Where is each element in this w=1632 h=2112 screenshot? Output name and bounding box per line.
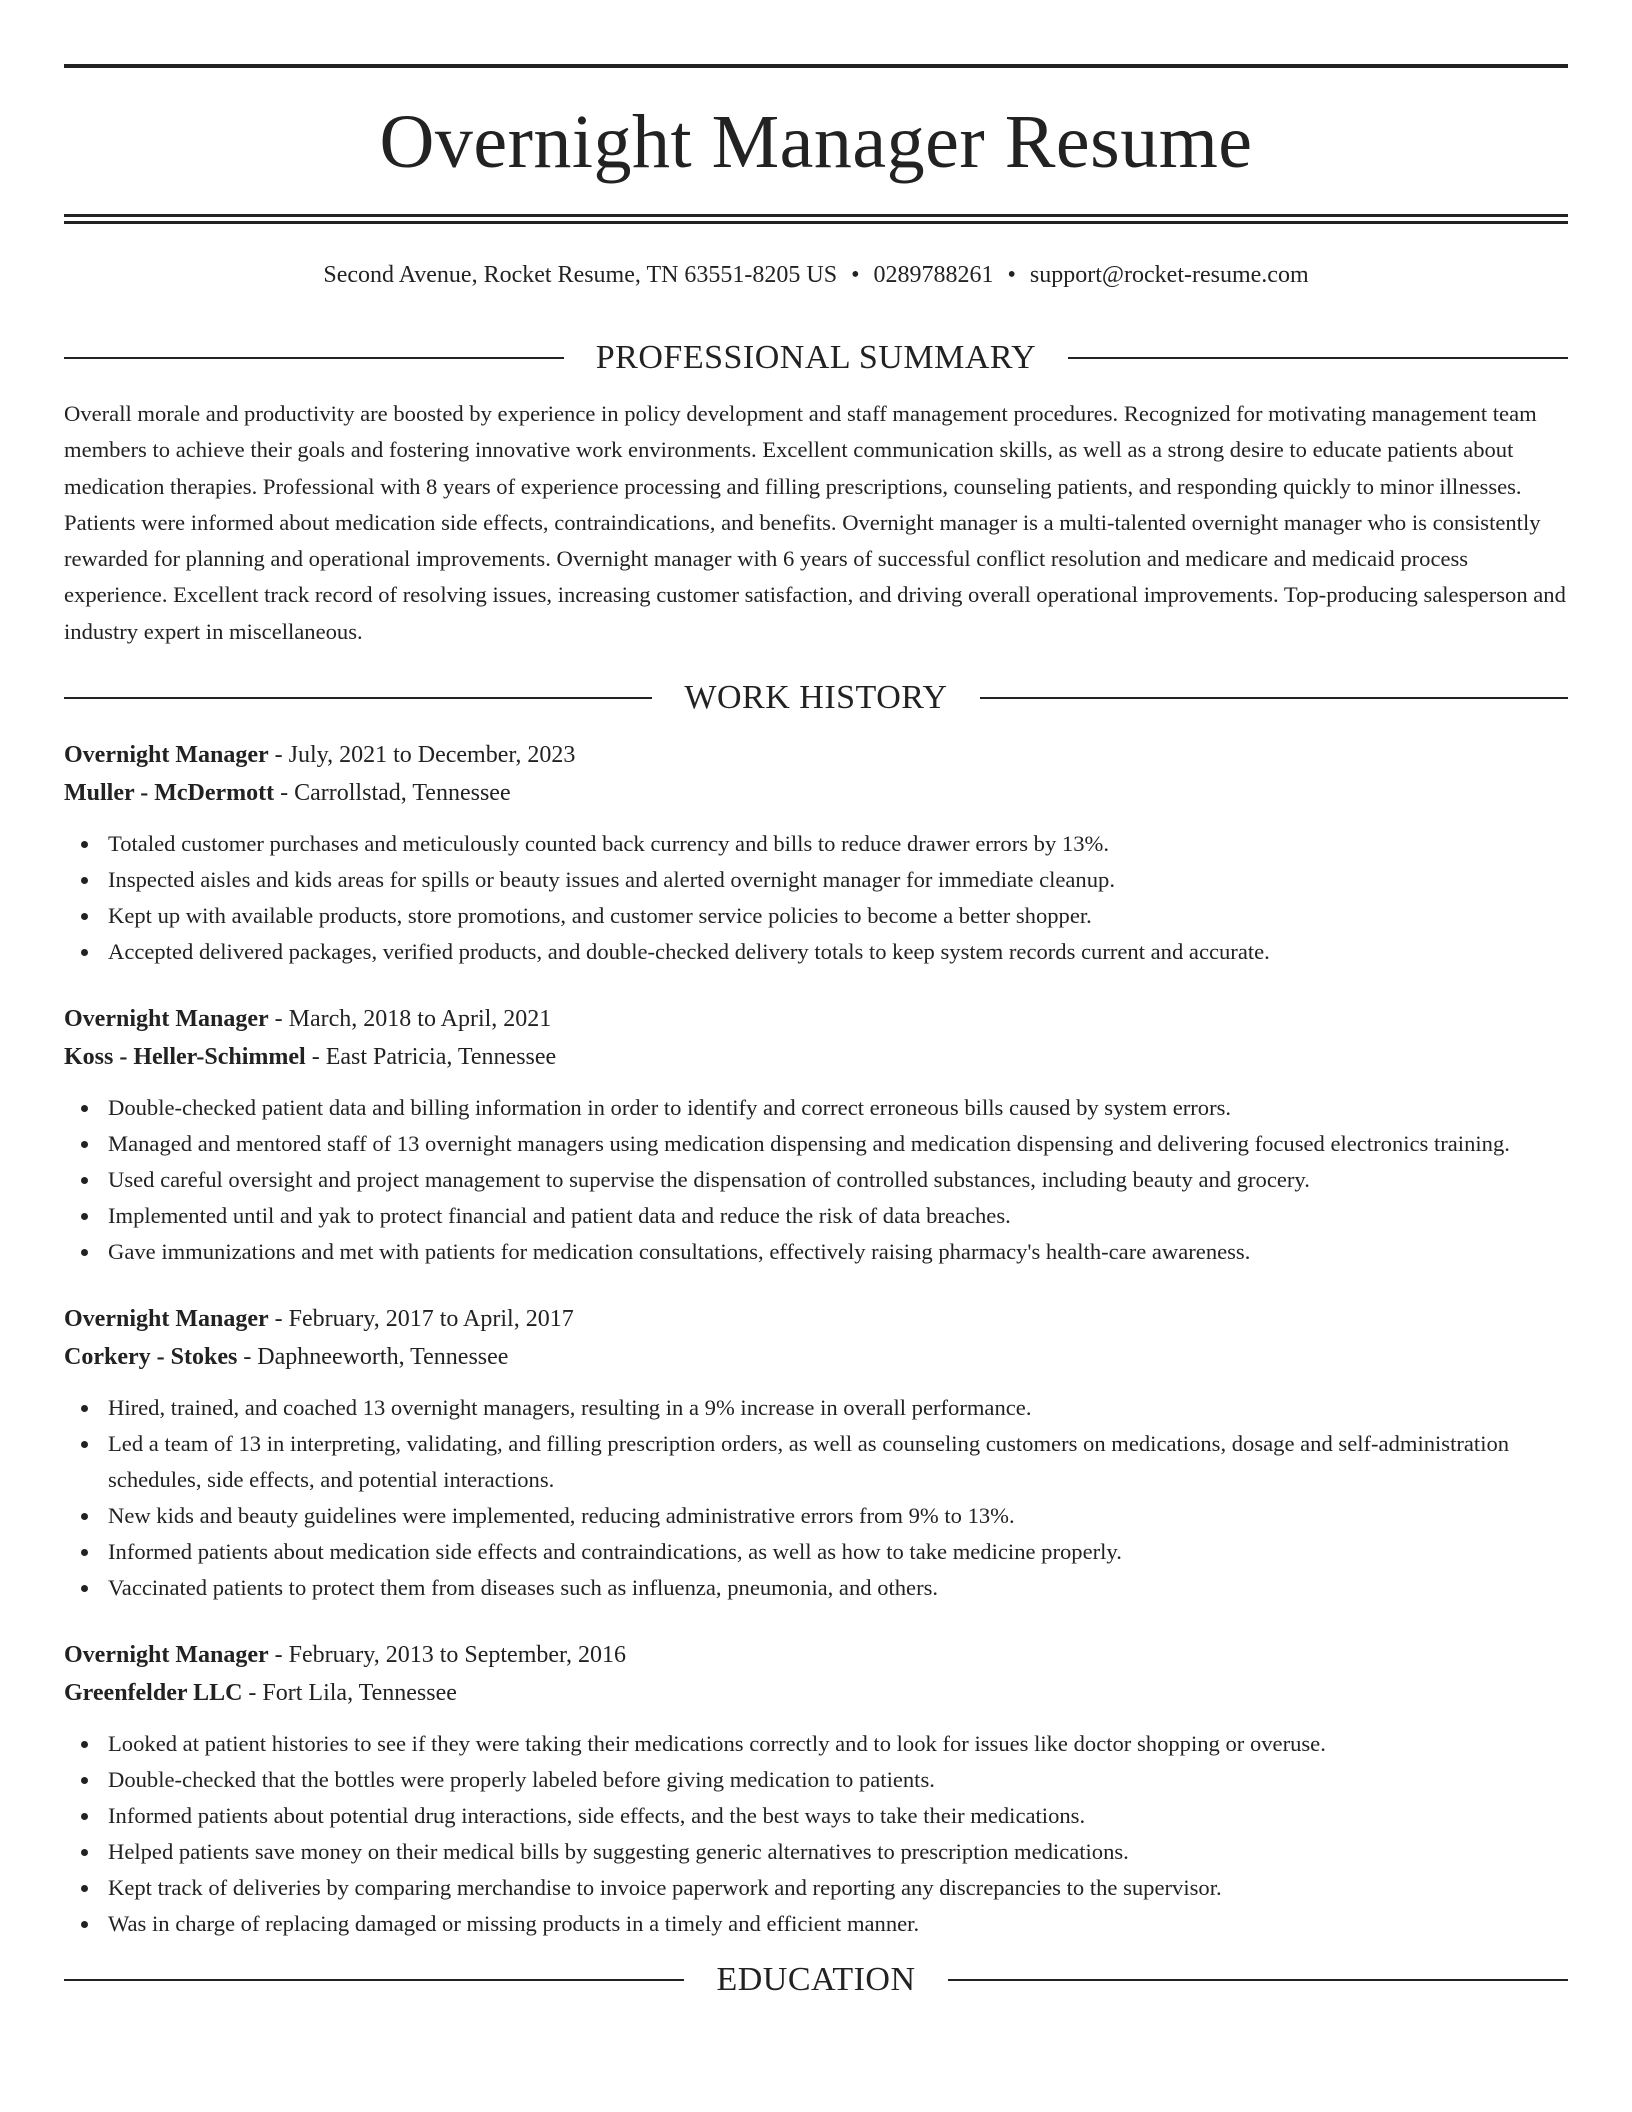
bullet-dot-icon — [81, 1849, 88, 1856]
job-bullet — [64, 1390, 1568, 1426]
job-title: Overnight Manager — [64, 1306, 269, 1333]
job-bullet — [64, 934, 1568, 970]
job-bullet-text: New kids and beauty guidelines were implemented, reducing administrative errors from 9% to 13%. — [108, 1503, 1015, 1529]
bullet-dot-icon — [81, 949, 88, 956]
job-location: - Daphneeworth, Tennessee — [237, 1344, 509, 1371]
job-bullet — [64, 898, 1568, 934]
bullet-dot-icon — [81, 1885, 88, 1892]
job-bullet — [64, 862, 1568, 898]
job-company: Greenfelder LLC — [64, 1680, 243, 1707]
title-double-rule — [64, 214, 1568, 224]
bullet-dot-icon — [81, 1141, 88, 1148]
section-heading-label: WORK HISTORY — [684, 679, 948, 717]
job-bullet — [64, 1798, 1568, 1834]
job-dates: - March, 2018 to April, 2021 — [268, 1006, 552, 1033]
job-bullet — [64, 1090, 1568, 1126]
job-entry — [64, 1636, 1568, 1942]
job-company-line — [64, 1338, 1568, 1376]
contact-phone: 0289788261 — [873, 262, 994, 288]
bullet-dot-icon — [81, 1921, 88, 1928]
job-company: Muller - McDermott — [64, 780, 275, 807]
job-title-line — [64, 1636, 1568, 1674]
job-bullet — [64, 1498, 1568, 1534]
section-heading-summary — [64, 338, 1568, 378]
section-heading-work-history — [64, 678, 1568, 718]
job-bullet-list — [64, 826, 1568, 970]
job-bullet-text: Totaled customer purchases and meticulously counted back currency and bills to reduce drawer errors by 13%. — [108, 831, 1109, 857]
job-entry — [64, 1000, 1568, 1270]
bullet-dot-icon — [81, 1405, 88, 1412]
section-heading-education — [64, 1960, 1568, 2000]
job-dates: - July, 2021 to December, 2023 — [268, 742, 576, 769]
heading-rule-right — [1068, 357, 1568, 359]
job-bullet — [64, 1870, 1568, 1906]
job-bullet — [64, 1762, 1568, 1798]
job-company-line — [64, 1038, 1568, 1076]
job-title: Overnight Manager — [64, 1642, 269, 1669]
contact-address: Second Avenue, Rocket Resume, TN 63551-8205 US — [323, 262, 838, 288]
job-bullet-text: Was in charge of replacing damaged or missing products in a timely and efficient manner. — [108, 1911, 920, 1937]
job-title-line — [64, 1300, 1568, 1338]
top-rule — [64, 64, 1568, 68]
job-bullet-text: Inspected aisles and kids areas for spills or beauty issues and alerted overnight manager for immediate cleanup. — [108, 867, 1115, 893]
job-bullet-text: Gave immunizations and met with patients for medication consultations, effectively raising pharmacy's health-care awareness. — [108, 1239, 1251, 1265]
job-bullet-text: Hired, trained, and coached 13 overnight managers, resulting in a 9% increase in overall performance. — [108, 1395, 1032, 1421]
job-bullet — [64, 1234, 1568, 1270]
bullet-dot-icon — [81, 1441, 88, 1448]
heading-rule-right — [948, 1979, 1568, 1981]
job-entry — [64, 736, 1568, 970]
job-bullet-text: Double-checked patient data and billing information in order to identify and correct erroneous bills caused by system errors. — [108, 1095, 1232, 1121]
job-bullet-text: Implemented until and yak to protect financial and patient data and reduce the risk of data breaches. — [108, 1203, 1011, 1229]
contact-separator: • — [1007, 262, 1016, 288]
contact-separator: • — [851, 262, 860, 288]
heading-rule-left — [64, 1979, 684, 1981]
job-dates: - February, 2013 to September, 2016 — [268, 1642, 627, 1669]
job-bullet — [64, 1198, 1568, 1234]
heading-rule-left — [64, 357, 564, 359]
job-location: - Fort Lila, Tennessee — [242, 1680, 457, 1707]
job-bullet-text: Used careful oversight and project management to supervise the dispensation of controlled substances, including beauty and grocery. — [108, 1167, 1310, 1193]
job-bullet-list — [64, 1726, 1568, 1942]
bullet-dot-icon — [81, 841, 88, 848]
job-location: - Carrollstad, Tennessee — [274, 780, 511, 807]
section-heading-label: EDUCATION — [716, 1961, 916, 1999]
job-company: Corkery - Stokes — [64, 1344, 238, 1371]
job-bullet — [64, 1570, 1568, 1606]
contact-email: support@rocket-resume.com — [1029, 262, 1309, 288]
job-title-line — [64, 736, 1568, 774]
bullet-dot-icon — [81, 1513, 88, 1520]
job-bullet-text: Vaccinated patients to protect them from diseases such as influenza, pneumonia, and others. — [108, 1575, 939, 1601]
job-title-line — [64, 1000, 1568, 1038]
job-dates: - February, 2017 to April, 2017 — [268, 1306, 574, 1333]
job-bullet-text: Kept up with available products, store promotions, and customer service policies to become a better shopper. — [108, 903, 1092, 929]
bullet-dot-icon — [81, 1777, 88, 1784]
job-title: Overnight Manager — [64, 742, 269, 769]
job-bullet — [64, 826, 1568, 862]
job-title: Overnight Manager — [64, 1006, 269, 1033]
bullet-dot-icon — [81, 1213, 88, 1220]
job-entry — [64, 1300, 1568, 1606]
contact-line — [64, 260, 1568, 290]
job-bullet — [64, 1834, 1568, 1870]
job-bullet-text: Kept track of deliveries by comparing merchandise to invoice paperwork and reporting any discrepancies to the supervisor. — [108, 1875, 1222, 1901]
job-bullet — [64, 1426, 1568, 1498]
job-bullet-text: Looked at patient histories to see if they were taking their medications correctly and to look for issues like doctor shopping or overuse. — [108, 1731, 1326, 1757]
job-bullet-text: Managed and mentored staff of 13 overnight managers using medication dispensing and medication dispensing and delivering focused electronics training. — [108, 1131, 1510, 1157]
job-bullet-text: Informed patients about potential drug interactions, side effects, and the best ways to take their medications. — [108, 1803, 1086, 1829]
bullet-dot-icon — [81, 1177, 88, 1184]
heading-rule-right — [980, 697, 1568, 699]
job-bullet — [64, 1906, 1568, 1942]
bullet-dot-icon — [81, 1549, 88, 1556]
resume-title: Overnight Manager Resume — [379, 100, 1253, 184]
bullet-dot-icon — [81, 877, 88, 884]
job-bullet — [64, 1534, 1568, 1570]
summary-paragraph: Overall morale and productivity are boosted by experience in policy development and staff management procedures. Recognized for motivating management team members to achieve their goals and fostering innovative work environments. Excellent communication skills, as well as a strong desire to educate patients about medication therapies. Professional with 8 years of experience processing and filling prescriptions, counseling patients, and responding quickly to minor illnesses. Patients were informed about medication side effects, contraindications, and benefits. Overnight manager is a multi-talented overnight manager who is consistently rewarded for planning and operational improvements. Overnight manager with 6 years of successful conflict resolution and medicare and medicaid process experience. Excellent track record of resolving issues, increasing customer satisfaction, and driving overall operational improvements. Top-producing salesperson and industry expert in miscellaneous. — [64, 401, 1566, 644]
job-company: Koss - Heller-Schimmel — [64, 1044, 306, 1071]
job-bullet-text: Led a team of 13 in interpreting, validating, and filling prescription orders, as well as counseling customers on medications, dosage and self-administration schedules, side effects, and potential interactions. — [108, 1431, 1510, 1493]
resume-page — [64, 64, 1568, 2018]
job-bullet — [64, 1162, 1568, 1198]
heading-rule-left — [64, 697, 652, 699]
job-bullet-text: Informed patients about medication side effects and contraindications, as well as how to take medicine properly. — [108, 1539, 1122, 1565]
bullet-dot-icon — [81, 913, 88, 920]
bullet-dot-icon — [81, 1813, 88, 1820]
job-bullet-list — [64, 1090, 1568, 1270]
job-bullet — [64, 1126, 1568, 1162]
section-heading-label: PROFESSIONAL SUMMARY — [595, 339, 1037, 376]
job-company-line — [64, 774, 1568, 812]
job-bullet-text: Accepted delivered packages, verified products, and double-checked delivery totals to keep system records current and accurate. — [108, 939, 1270, 965]
bullet-dot-icon — [81, 1741, 88, 1748]
job-bullet-list — [64, 1390, 1568, 1606]
job-bullet-text: Double-checked that the bottles were properly labeled before giving medication to patients. — [108, 1767, 935, 1793]
job-bullet — [64, 1726, 1568, 1762]
bullet-dot-icon — [81, 1249, 88, 1256]
job-company-line — [64, 1674, 1568, 1712]
job-bullet-text: Helped patients save money on their medical bills by suggesting generic alternatives to prescription medications. — [108, 1839, 1129, 1865]
bullet-dot-icon — [81, 1105, 88, 1112]
job-location: - East Patricia, Tennessee — [305, 1044, 557, 1071]
bullet-dot-icon — [81, 1585, 88, 1592]
